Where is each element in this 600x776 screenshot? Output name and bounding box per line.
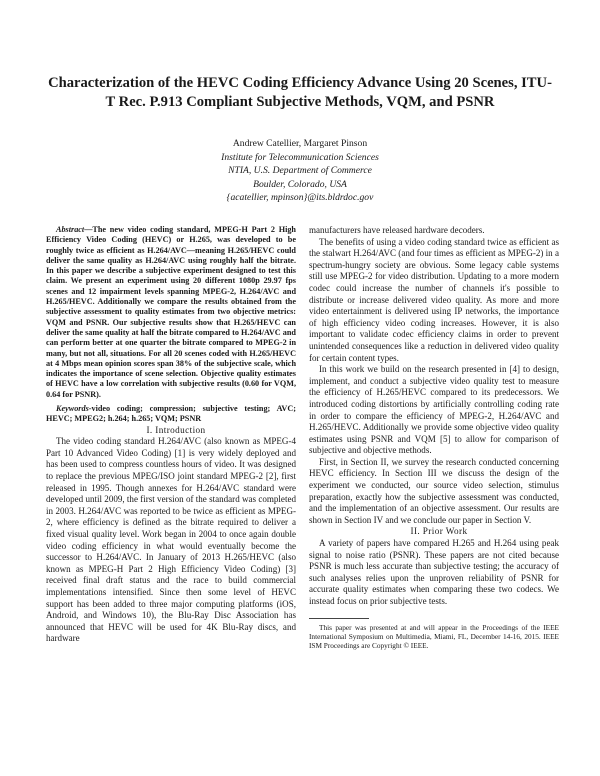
body-paragraph: In this work we build on the research presented in [4] to design, implement, and conduct a subjective video quality test to measure the efficiency of H.265/HEVC compared to its predecessors. We introduced coding distortions by artificially controlling coding rate in order to compare the efficiency of MPEG-2, H.264/AVC and H.265/HEVC. Additionally we provide some objective video quality estimates using PSNR and VQM [5] to allow for comparison of subjective and objective methods. xyxy=(309,364,559,456)
affiliation-department: NTIA, U.S. Department of Commerce xyxy=(228,165,372,177)
paper-title: Characterization of the HEVC Coding Efficiency Advance Using 20 Scenes, ITU-T Rec. P.913 Compliant Subjective Methods, VQM, and PSNR xyxy=(48,75,552,110)
author-block xyxy=(100,137,500,205)
abstract-text: —The new video coding standard, MPEG-H Part 2 High Efficiency Video Coding (HEVC) or H.265, was developed to be roughly twice as efficient as H.264/AVC—meaning H.265/HEVC could deliver the same quality as H.264/AVC using roughly half the bitrate. In this paper we describe a subjective experiment designed to test this claim. We present an experiment using 20 different 1080p 29.97 fps scenes and 12 impairment levels spanning MPEG-2, H.264/AVC and H.265/HEVC. Additionally we compare the results obtained from the subjective assessment to quality estimates from two objective metrics: VQM and PSNR. Our subjective results show that H.265/HEVC can deliver the same quality at half the bitrate compared to H.264/AVC and can perform better at one quarter the bitrate compared to MPEG-2 in many, but not all, situations. For all 20 scenes coded with H.265/HEVC at 4 Mbps mean opinion scores span 38% of the subjective scale, which indicates the importance of scene selection. Objective quality estimates of HEVC have a low correlation with subjective results (0.60 for VQM, 0.64 for PSNR). xyxy=(46,225,296,399)
author-email: {acatellier, mpinson}@its.bldrdoc.gov xyxy=(226,192,374,204)
body-paragraph: A variety of papers have compared H.265 and H.264 using peak signal to noise ratio (PSNR). These papers are not cited because PSNR is much less accurate than subjective testing; the accuracy of such analyses relies upon the unproven reliability of PSNR for accurate quality estimates when comparing these two codecs. We instead focus on prior subjective tests. xyxy=(309,538,559,606)
affiliation-institute: Institute for Telecommunication Sciences xyxy=(221,151,379,163)
author-names: Andrew Catellier, Margaret Pinson xyxy=(232,138,368,149)
body-paragraph: The video coding standard H.264/AVC (also known as MPEG-4 Part 10 Advanced Video Coding) [1] is very widely deployed and has been used to compress countless hours of video. It was designed to replace the previous MPEG/ISO joint standard MPEG-2 [2], first released in 1995. Though annexes for H.264/AVC standard were developed until 2009, the first version of the standard was completed in 2003. H.264/AVC was reported to be twice as efficient as MPEG-2, where efficiency is defined as the bitrate required to deliver a fixed visual quality level. Work began in 2004 to once again double video coding efficiency in what would eventually become the successor to H.264/AVC. In January of 2013 H.265/HEVC (also known as MPEG-H Part 2 High Efficiency Video Coding) [3] received final draft status and the race to build commercial implementations intensified. Since then some level of HEVC support has been added to three major computing platforms (iOS, Android, and Windows 10), the Blu-Ray Disc Association has announced that HEVC will be used for 4K Blu-Ray discs, and hardware xyxy=(46,436,296,644)
keywords-lead: Keywords xyxy=(56,404,89,414)
right-column xyxy=(309,225,559,650)
footnote: This paper was presented at and will appear in the Proceedings of the IEEE International Symposium on Multimedia, Miami, FL, December 14-16, 2015. IEEE ISM Proceedings are Copyright © IEEE. xyxy=(309,622,559,650)
footnote-divider xyxy=(309,618,369,619)
abstract-lead: Abstract xyxy=(56,225,85,234)
section-heading-prior-work: II. Prior Work xyxy=(410,526,468,537)
abstract xyxy=(46,225,296,400)
keywords-text: -video coding; compression; subjective testing; AVC; HEVC; MPEG2; h.264; h.265; VQM; PSNR xyxy=(46,404,296,424)
body-paragraph-continued: manufacturers have released hardware decoders. xyxy=(309,225,485,235)
keywords xyxy=(46,404,296,425)
section-heading-introduction: I. Introduction xyxy=(146,424,206,435)
body-paragraph: The benefits of using a video coding standard twice as efficient as the stalwart H.264/AVC (and four times as efficient as MPEG-2) in a spectrum-hungry society are obvious. Some legacy cable systems still use MPEG-2 for video distribution. Updating to a more modern codec could increase the number of channels it's possible to distribute or increase delivered video quality. As more and more video entertainment is delivered using IP networks, the importance of high efficiency video coding increases. However, it is also important to validate codec efficiency claims in order to prevent unintended consequences like a reduction in delivered video quality for certain content types. xyxy=(309,236,559,363)
left-column xyxy=(46,225,296,645)
body-paragraph: First, in Section II, we survey the research conducted concerning HEVC efficiency. In Section III we discuss the design of the experiment we conducted, our source video selection, stimulus preparation, exactly how the subjective assessment was conducted, and the implementation of an objective assessment. Our results are shown in Section IV and we conclude our paper in Section V. xyxy=(309,456,559,525)
affiliation-location: Boulder, Colorado, USA xyxy=(253,178,347,190)
